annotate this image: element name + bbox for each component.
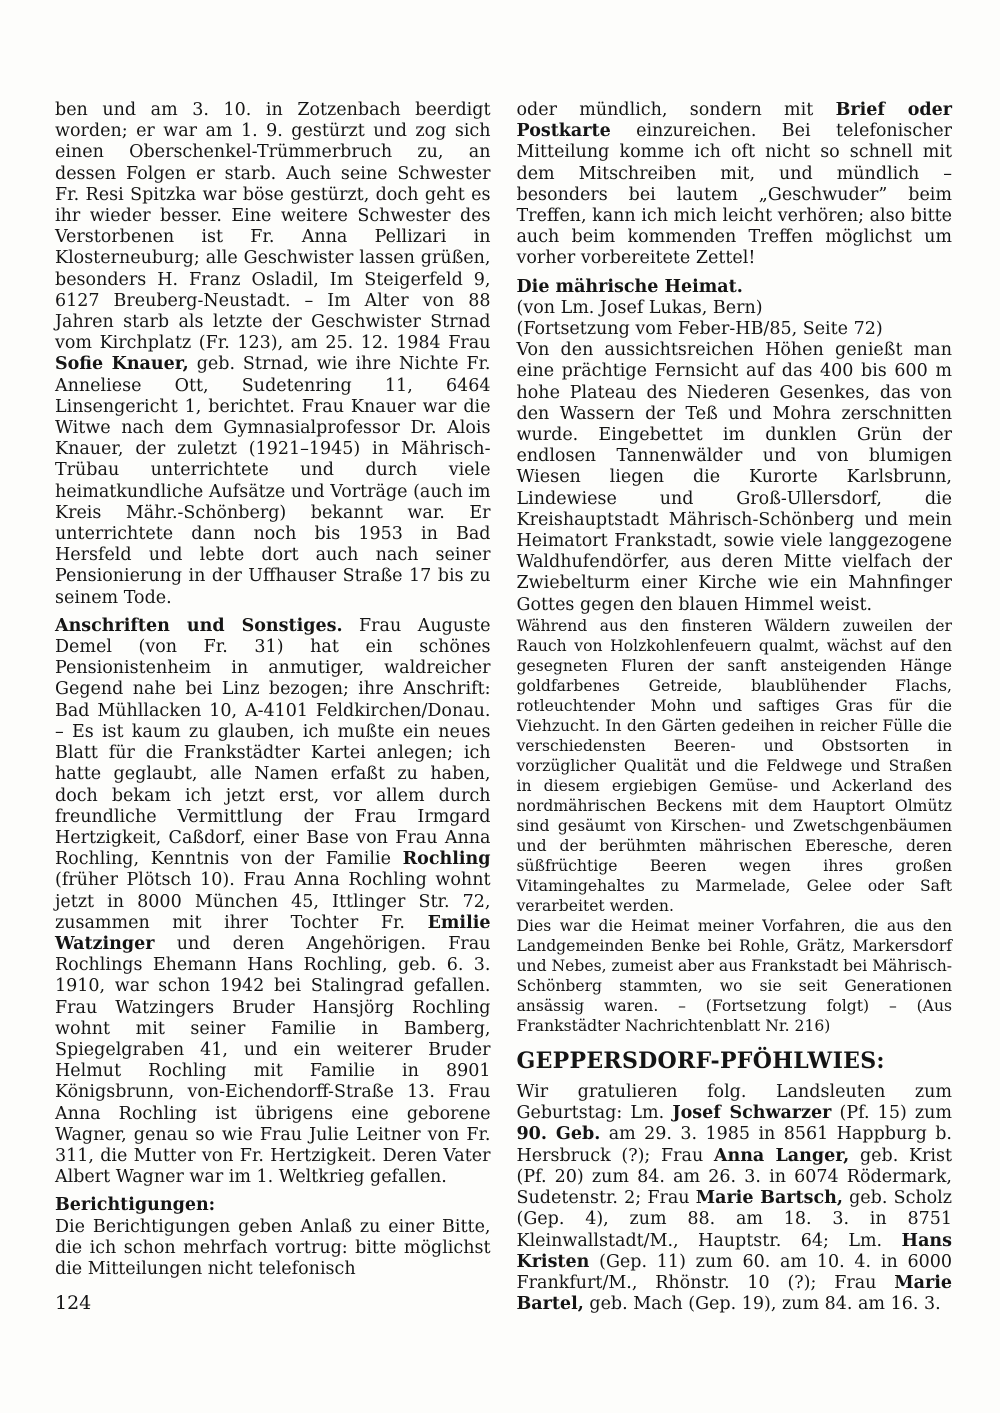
birthday-congratulations-paragraph xyxy=(517,1082,953,1315)
berichtigungen-heading xyxy=(55,1195,491,1216)
text-run: (Fortsetzung vom Feber-HB/85, Seite 72) xyxy=(516,319,883,340)
text-run: Dies war die Heimat meiner Vorfahren, die aus den Landgemeinden Benke bei Rohle, Grätz, Markersdorf und Nebes, zumeist aber aus Frankstadt bei Mährisch-Schönberg stammten, wo sie seit Generationen ansässig waren. – (Fortsetzung folgt) – (Aus Frankstädter Nachrichtenblatt Nr. 216) xyxy=(516,916,953,1035)
bold-text-run: Anna Langer, xyxy=(713,1145,850,1166)
text-run: Frau Auguste Demel (von Fr. 31) hat ein schönes Pensionistenheim in anmutiger, waldreicher Gegend nahe bei Linz bezogen; ihre Anschrift: Bad Mühllacken 10, A-4101 Feldkirchen/Donau. – Es ist kaum zu glauben, ich mußte ein neues Blatt für die Frankstädter Kartei anlegen; ich hatte geglaubt, alle Namen erfaßt zu haben, doch bekam ich jetzt erst, vor allem durch freundliche Vermittlung der Frau Irmgard Hertzigkeit, Caßdorf, einer Base von Frau Anna Rochling, Kenntnis von der Familie xyxy=(55,615,491,870)
text-run: geb. Scholz (Gep. 4), zum 88. am 18. 3. in 8751 Kleinwallstadt/M., Hauptstr. 64; Lm. xyxy=(516,1188,952,1251)
text-run: (früher Plötsch 10). Frau Anna Rochling wohnt jetzt in 8000 München 45, Ittlinger Str. 72, zusammen mit ihrer Tochter Fr. xyxy=(55,870,491,933)
bold-text-run: Rochling xyxy=(402,849,491,870)
bold-text-run: Hans Kristen xyxy=(516,1230,952,1272)
text-run: oder mündlich, sondern mit xyxy=(516,100,836,120)
bold-text-run: 90. Geb. xyxy=(516,1124,601,1145)
text-run: einzureichen. Bei telefonischer Mitteilung komme ich oft nicht so schnell mit dem Mitschreiben mit, und mündlich – besonders bei lautem „Geschwuder” beim Treffen, kann ich mich leicht verhören; also bitte auch beim kommenden Treffen möglichst um vorher vorbereitete Zettel! xyxy=(516,121,952,269)
text-run: und deren Angehörigen. Frau Rochlings Ehemann Hans Rochling, geb. 6. 3. 1910, war schon 1942 bei Stalingrad gefallen. Frau Watzingers Bruder Hansjörg Rochling wohnt mit seiner Familie in Bamberg, Spiegelgraben 41, und ein weiterer Bruder Helmut Rochling mit Familie in 8901 Königsbrunn, von-Eichendorff-Straße 13. Frau Anna Rochling ist übrigens eine geborene Wagner, genau so wie Frau Julie Leitner von Fr. 311, die Mutter von Fr. Hertzigkeit. Deren Vater Albert Wagner war im 1. Weltkrieg gefallen. xyxy=(55,933,491,1188)
continuation-note xyxy=(517,319,953,340)
text-run: Während aus den finsteren Wäldern zuweilen der Rauch von Holzkohlenfeuern qualmt, wächst auf den gesegneten Fluren der sanft ansteigenden Hänge goldfarbenes Getreide, blaublühender Flachs, rotleuchtender Mohn und saftiges Gras für die Viehzucht. In den Gärten gedeihen in reicher Fülle die verschiedensten Beeren- und Obstsorten in vorzüglicher Qualität und die Feldwege und Straßen in diesem ergiebigen Gemüse- und Ackerland des nordmährischen Beckens mit dem Hauptort Olmütz sind gesäumt von Kirschen- und Zwetschgenbäumen und der berühmten mährischen Eberesche, deren süßfrüchtige Beeren wegen ihres großen Vitamingehaltes zu Marmelade, Gelee oder Saft verarbeitet werden. xyxy=(516,616,952,915)
bold-text-run: Berichtigungen: xyxy=(55,1195,216,1216)
anschriften-paragraph xyxy=(55,616,491,1188)
text-run: (Pf. 15) zum xyxy=(831,1103,953,1124)
berichtigungen-paragraph xyxy=(55,1217,491,1281)
vorfahren-paragraph xyxy=(517,916,953,1036)
bold-text-run: GEPPERSDORF-PFÖHLWIES: xyxy=(516,1047,885,1074)
text-run: geb. Krist (Pf. 20) zum 84. am 26. 3. in 6074 Rödermark, Sudetenstr. 2; Frau xyxy=(516,1145,953,1209)
bold-text-run: Die mährische Heimat. xyxy=(516,276,743,297)
heimat-description-paragraph xyxy=(517,340,953,616)
text-run: (von Lm. Josef Lukas, Bern) xyxy=(516,297,763,318)
geppersdorf-heading xyxy=(516,1047,953,1074)
text-run: (Gep. 11) zum 60. am 10. 4. in 6000 Frankfurt/M., Rhönstr. 10 (?); Frau xyxy=(516,1251,952,1293)
text-run: Die Berichtigungen geben Anlaß zu einer Bitte, die ich schon mehrfach vortrug: bitte möglichst die Mitteilungen nicht telefonisch xyxy=(55,1216,491,1279)
continued-obituary-paragraph xyxy=(55,100,491,609)
text-run: geb. Strnad, wie ihre Nichte Fr. Anneliese Ott, Sudetenring 11, 6464 Linsengericht 1, berichtet. Frau Knauer war die Witwe nach dem Gymnasialprofessor Dr. Alois Knauer, der zuletzt (1921–1945) in Mährisch-Trübau unterrichtete und durch viele heimatkundliche Aufsätze und Vorträge (auch im Kreis Mähr.-Schönberg) bekannt war. Er unterrichtete dann noch bis 1953 in Bad Hersfeld und lebte dort auch nach seiner Pensionierung in der Uffhauser Straße 17 bis zu seinem Tode. xyxy=(55,354,491,608)
text-column-right xyxy=(517,100,953,1315)
text-run: geb. Mach (Gep. 19), zum 84. am 16. 3. xyxy=(583,1294,941,1315)
bold-text-run: Sofie Knauer, xyxy=(55,354,189,375)
bold-text-run: Marie Bartel, xyxy=(516,1272,952,1315)
landscape-description-paragraph xyxy=(517,616,953,916)
bold-text-run: Emilie Watzinger xyxy=(55,912,491,954)
text-run: Von den aussichtsreichen Höhen genießt man eine prächtige Fernsicht auf das 400 bis 600 m hohe Plateau des Niederen Gesenkes, das von den Wassern der Teß und Mohra zerschnitten wurde. Eingebettet im dunklen Grün der endlosen Tannenwälder und von blumigen Wiesen liegen die Kurorte Karlsbrunn, Lindewiese und Groß-Ullersdorf, die Kreishauptstadt Mährisch-Schönberg und mein Heimatort Frankstadt, sowie viele langgezogene Waldhufendörfer, aus deren Mitte vielfach der Zwiebelturm einer Kirche wie ein Mahnfinger Gottes gegen den blauen Himmel weist. xyxy=(516,340,952,615)
bold-text-run: Marie Bartsch, xyxy=(695,1188,843,1209)
text-run: am 29. 3. 1985 in 8561 Happburg b. Hersbruck (?); Frau xyxy=(516,1124,952,1166)
text-run: Wir gratulieren folg. Landsleuten zum Geburtstag: Lm. xyxy=(516,1082,952,1124)
maehrische-heimat-heading xyxy=(517,277,953,298)
bold-text-run: Anschriften und Sonstiges. xyxy=(55,615,343,636)
page-number: 124 xyxy=(55,1292,92,1314)
text-run: ben und am 3. 10. in Zotzenbach beerdigt worden; er war am 1. 9. gestürzt und zog sich einen Oberschenkel-Trümmerbruch zu, an dessen Folgen er starb. Auch seine Schwester Fr. Resi Spitzka war böse gestürzt, doch geht es ihr wieder besser. Eine weitere Schwester des Verstorbenen ist Fr. Anna Pellizari in Klosterneuburg; alle Geschwister lassen grüßen, besonders H. Franz Osladil, Im Steigerfeld 9, 6127 Breuberg-Neustadt. – Im Alter von 88 Jahren starb als letzte der Geschwister Strnad vom Kirchplatz (Fr. 123), am 25. 12. 1984 Frau xyxy=(55,100,491,354)
text-column-left xyxy=(55,100,491,1315)
author-byline xyxy=(517,298,953,319)
text-columns xyxy=(55,100,952,1315)
bold-text-run: Josef Schwarzer xyxy=(672,1103,832,1124)
bold-text-run: Brief oder Postkarte xyxy=(516,100,952,142)
continued-request-paragraph xyxy=(517,100,953,270)
